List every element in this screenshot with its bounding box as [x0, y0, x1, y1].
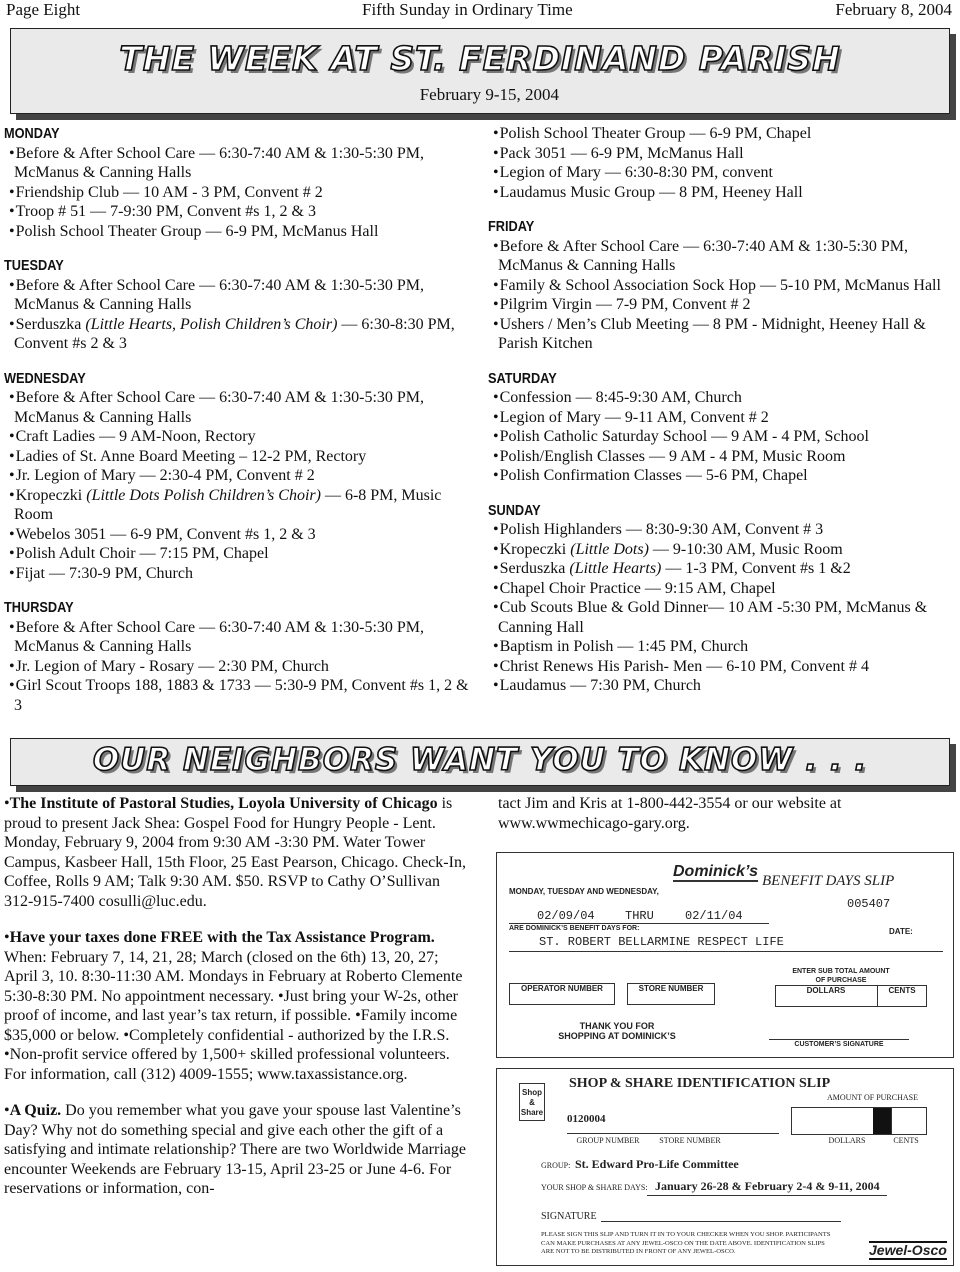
articles-column [4, 794, 472, 1216]
schedule-event [488, 408, 956, 428]
event-text: Ladies of St. Anne Board Meeting – 12-2 PM, Rectory [15, 447, 367, 465]
event-text: Craft Ladies — 9 AM-Noon, Rectory [15, 428, 256, 445]
bullet-icon: • [493, 560, 499, 577]
article [4, 928, 472, 1084]
event-text: — 6:30-8:30 PM, Convent #s 2 & 3 [14, 315, 455, 352]
day-heading: SATURDAY [488, 369, 557, 387]
bullet-icon: • [9, 389, 15, 406]
schedule-event [4, 544, 472, 564]
day-heading: TUESDAY [4, 257, 64, 274]
event-text: Legion of Mary — 9-11 AM, Convent # 2 [499, 408, 769, 426]
slip-number: 005407 [847, 897, 891, 911]
dollars-label: DOLLARS [806, 986, 846, 995]
schedule-event [4, 525, 472, 545]
neighbors-title: OUR NEIGHBORS WANT YOU TO KNOW . . . [92, 742, 868, 778]
event-text: Chapel Choir Practice — 9:15 AM, Chapel [499, 579, 776, 597]
group-number-value: 0120004 [567, 1113, 606, 1125]
date-to: 02/11/04 [685, 909, 743, 923]
week-dates: February 9-15, 2004 [419, 85, 559, 104]
schedule-event [488, 183, 956, 203]
schedule-event [488, 295, 956, 315]
bullet-icon: • [493, 276, 499, 294]
schedule-event [488, 124, 956, 144]
schedule-event [4, 183, 472, 203]
day-block [4, 256, 472, 354]
liturgical-occasion: Fifth Sunday in Ordinary Time [362, 0, 573, 19]
schedule-event [488, 559, 956, 579]
event-text: Before & After School Care — 6:30-7:40 AM & 1:30-5:30 PM, McManus & Canning Halls [14, 618, 425, 655]
days-label: MONDAY, TUESDAY AND WEDNESDAY, [509, 887, 659, 896]
operator-number-label: OPERATOR NUMBER [521, 984, 603, 993]
schedule-event [488, 598, 956, 637]
amount-of-purchase-label: AMOUNT OF PURCHASE [827, 1093, 918, 1102]
schedule-event [488, 276, 956, 296]
event-text: Before & After School Care — 6:30-7:40 AM & 1:30-5:30 PM, McManus & Canning Halls [14, 389, 425, 426]
bullet-icon: • [493, 315, 499, 333]
schedule-event [488, 579, 956, 599]
neighbors-banner [10, 738, 950, 786]
shop-share-days-label: YOUR SHOP & SHARE DAYS: [541, 1183, 648, 1192]
bullet-icon: • [493, 579, 499, 597]
bullet-icon: • [493, 657, 499, 675]
event-text: Legion of Mary — 6:30-8:30 PM, convent [499, 164, 773, 181]
event-text: Polish Confirmation Classes — 5-6 PM, Chapel [499, 467, 808, 484]
benefit-group: ST. ROBERT BELLARMINE RESPECT LIFE [539, 935, 784, 949]
article-body: is proud to present Jack Shea: Gospel Food for Hungry People - Lent. Monday, February 9, 2004 from 9:30 AM -3:30 PM. Water Tower Campus, Kasbeer Hall, 15th Floor, 25 East Pearson, Chicago. Check-In, Coffee, Rolls 9 AM; Talk 9:30 AM. $50. RSVP to Cathy O’Sullivan 312-915-7400 cosulli@luc.edu. [4, 795, 466, 910]
event-text: Baptism in Polish — 1:45 PM, Church [499, 638, 749, 655]
day-block [488, 369, 956, 486]
page-number: Page Eight [6, 0, 81, 19]
bullet-icon: • [9, 276, 15, 294]
schedule-event [488, 163, 956, 183]
shop-share-title: SHOP & SHARE IDENTIFICATION SLIP [569, 1076, 831, 1091]
bullet-icon: • [9, 203, 15, 220]
group-number-label: GROUP NUMBER [576, 1136, 640, 1145]
header-date: February 8, 2004 [835, 0, 952, 19]
schedule-event [4, 276, 472, 315]
schedule-event [4, 657, 472, 677]
schedule-event [488, 676, 956, 696]
event-text: Cub Scouts Blue & Gold Dinner— 10 AM -5:30 PM, McManus & Canning Hall [498, 599, 928, 636]
page-header [0, 0, 960, 22]
bullet-icon: • [9, 525, 15, 543]
subtotal-label: ENTER SUB TOTAL AMOUNT OF PURCHASE [792, 968, 890, 984]
bullet-icon: • [9, 467, 15, 484]
shop-share-days: January 26-28 & February 2-4 & 9-11, 2004 [655, 1179, 880, 1193]
dominicks-benefit-slip [496, 852, 954, 1058]
bullet-icon: • [9, 486, 15, 504]
event-text: Serduszka [499, 560, 570, 577]
day-block [4, 598, 472, 715]
bullet-icon: • [493, 677, 499, 694]
event-text: — 9-10:30 AM, Music Room [648, 540, 843, 558]
store-number-label: STORE NUMBER [638, 984, 704, 993]
shop-share-logo: Shop & Share [519, 1083, 545, 1121]
event-text: Christ Renews His Parish- Men — 6-10 PM, Convent # 4 [499, 657, 869, 675]
schedule-event [4, 447, 472, 467]
bullet-icon: • [493, 599, 499, 616]
schedule-event [4, 388, 472, 427]
event-text: Kropeczki [15, 486, 87, 504]
cents-label: CENTS [888, 986, 916, 995]
bullet-icon: • [9, 144, 15, 162]
event-text: Kropeczki [499, 540, 571, 558]
day-heading: WEDNESDAY [4, 369, 86, 387]
bullet-icon: • [4, 795, 10, 812]
date-from: 02/09/04 [537, 909, 595, 923]
date-thru: THRU [625, 909, 654, 923]
day-heading: SUNDAY [488, 501, 541, 519]
bullet-icon: • [493, 144, 499, 162]
article [4, 1101, 472, 1199]
bullet-icon: • [493, 183, 499, 201]
group-label: GROUP: [541, 1161, 571, 1170]
jewel-osco-logo: Jewel-Osco [869, 1242, 947, 1258]
schedule-event [488, 388, 956, 408]
date-label: DATE: [889, 927, 913, 936]
bullet-icon: • [9, 222, 15, 240]
benefit-slip-title: BENEFIT DAYS SLIP [762, 873, 895, 889]
week-title: THE WEEK AT ST. FERDINAND PARISH [119, 39, 841, 78]
schedule-event [488, 466, 956, 486]
event-text: Serduszka [15, 315, 86, 333]
bullet-icon: • [493, 428, 499, 445]
schedule-event [4, 564, 472, 584]
slip-instructions: PLEASE SIGN THIS SLIP AND TURN IT IN TO YOUR CHECKER WHEN YOU SHOP. PARTICIPANTS CAN MAKE PURCHASES AT ANY JEWEL-OSCO ON THE DATE ABOVE. IDENTIFICATION SLIPS ARE NOT TO BE DISTRIBUTED IN FRONT OF ANY JEWEL-OSCO. [541, 1231, 831, 1255]
bullet-icon: • [4, 929, 10, 946]
event-text: Girl Scout Troops 188, 1883 & 1733 — 5:30-9 PM, Convent #s 1, 2 & 3 [14, 677, 469, 714]
customer-signature-label: CUSTOMER’S SIGNATURE [794, 1041, 884, 1048]
bullet-icon: • [493, 408, 499, 426]
bullet-icon: • [9, 677, 15, 694]
bullet-icon: • [9, 618, 15, 636]
article-heading: Have your taxes done FREE with the Tax Assistance Program. [9, 929, 435, 946]
signature-label: SIGNATURE [541, 1211, 597, 1222]
schedule-event [488, 144, 956, 164]
article-continuation: tact Jim and Kris at 1-800-442-3554 or our website at www.wwmechicago-gary.org. [498, 795, 842, 832]
day-heading: THURSDAY [4, 599, 74, 616]
jewel-shop-share-slip [496, 1068, 954, 1266]
event-text: Confession — 8:45-9:30 AM, Church [499, 389, 742, 406]
day-block [4, 369, 472, 584]
schedule-event [4, 202, 472, 222]
jewel-group-name: St. Edward Pro-Life Committee [575, 1157, 739, 1171]
article-body: When: February 7, 14, 21, 28; March (closed on the 6th) 13, 20, 27; April 3, 10. 8:30-11:30 AM. Mondays in February at Roberto Clemente 5:30-8:30 PM. No appointment necessary. •Just bring your W-2s, other proof of income, and last year’s tax return, if possible. •Family income $35,000 or below. •Completely confidential - authorized by the I.R.S. •Non-profit service offered by 1,500+ skilled professional volunteers. For information, call (312) 4009-1555; www.taxassistance.org. [4, 948, 463, 1083]
event-note: (Little Dots Polish Children’s Choir) [86, 486, 321, 504]
event-text: Polish Highlanders — 8:30-9:30 AM, Convent # 3 [499, 521, 824, 538]
schedule-event [488, 540, 956, 560]
event-text: — 1-3 PM, Convent #s 1 &2 [661, 560, 851, 577]
event-text: Polish Catholic Saturday School — 9 AM - 4 PM, School [499, 428, 869, 445]
schedule-event [488, 657, 956, 677]
schedule-event [488, 520, 956, 540]
day-block [488, 501, 956, 696]
event-text: Polish Adult Choir — 7:15 PM, Chapel [15, 545, 269, 562]
event-text: Polish School Theater Group — 6-9 PM, McManus Hall [15, 222, 379, 240]
event-text: Pack 3051 — 6-9 PM, McManus Hall [499, 144, 744, 162]
bullet-icon: • [493, 389, 499, 406]
jewel-store-number-label: STORE NUMBER [659, 1136, 721, 1145]
bullet-icon: • [493, 296, 499, 313]
day-block [488, 124, 956, 202]
article-body: Do you remember what you gave your spouse last Valentine’s Day? Why not do something special and give each other the gift of a satisfying and intimate relationship? There are two Worldwide Marriage encounter Weekends are February 13-15, April 23-25 or June 4-6. For reservations or information, con- [4, 1102, 466, 1197]
schedule-event [4, 144, 472, 183]
schedule-event [488, 637, 956, 657]
jewel-cents-label: CENTS [893, 1136, 919, 1145]
event-text: Webelos 3051 — 6-9 PM, Convent #s 1, 2 & 3 [15, 525, 316, 543]
bullet-icon: • [493, 447, 499, 465]
event-text: Family & School Association Sock Hop — 5-10 PM, McManus Hall [499, 276, 941, 294]
event-text: Laudamus Music Group — 8 PM, Heeney Hall [499, 183, 803, 201]
bullet-icon: • [9, 428, 15, 445]
schedule-event [4, 222, 472, 242]
schedule-event [4, 466, 472, 486]
schedule-event [488, 447, 956, 467]
day-heading: FRIDAY [488, 218, 535, 235]
event-text: Jr. Legion of Mary — 2:30-4 PM, Convent # 2 [15, 467, 315, 484]
schedule-event [4, 427, 472, 447]
event-text: Polish/English Classes — 9 AM - 4 PM, Music Room [499, 447, 846, 465]
thank-you-text: THANK YOU FOR SHOPPING AT DOMINICK’S [558, 1021, 676, 1041]
bullet-icon: • [9, 545, 15, 562]
event-text: Pilgrim Virgin — 7-9 PM, Convent # 2 [499, 296, 751, 313]
event-text: Before & After School Care — 6:30-7:40 AM & 1:30-5:30 PM, McManus & Canning Halls [14, 144, 425, 181]
dominicks-logo: Dominick’s [673, 863, 759, 880]
day-block [4, 124, 472, 241]
event-text: Laudamus — 7:30 PM, Church [499, 677, 701, 694]
event-text: Polish School Theater Group — 6-9 PM, Chapel [499, 125, 812, 142]
schedule-event [4, 315, 472, 354]
event-text: Jr. Legion of Mary - Rosary — 2:30 PM, Church [15, 657, 329, 675]
article-heading: A Quiz. [9, 1102, 62, 1119]
schedule-event [4, 676, 472, 715]
benefit-days-label: ARE DOMINICK’S BENEFIT DAYS FOR: [509, 925, 640, 932]
article-heading: The Institute of Pastoral Studies, Loyola University of Chicago [9, 795, 438, 812]
week-banner [10, 28, 950, 114]
event-note: (Little Hearts) [569, 560, 662, 577]
schedule-event [4, 618, 472, 657]
event-text: Before & After School Care — 6:30-7:40 AM & 1:30-5:30 PM, McManus & Canning Halls [498, 237, 909, 274]
bullet-icon: • [493, 638, 499, 655]
schedule-event [488, 237, 956, 276]
event-note: (Little Hearts, Polish Children’s Choir) [85, 315, 338, 333]
day-block [488, 217, 956, 354]
event-text: Troop # 51 — 7-9:30 PM, Convent #s 1, 2 & 3 [15, 203, 316, 220]
schedule-left-column [4, 124, 472, 715]
article [4, 794, 472, 911]
bullet-icon: • [9, 564, 15, 582]
schedule-event [4, 486, 472, 525]
bullet-icon: • [9, 315, 15, 333]
event-text: — 6-8 PM, Music Room [14, 486, 442, 523]
day-heading: MONDAY [4, 125, 60, 142]
bullet-icon: • [493, 164, 499, 181]
bullet-icon: • [493, 540, 499, 558]
schedule-event [488, 427, 956, 447]
jewel-dollars-label: DOLLARS [828, 1136, 866, 1145]
bullet-icon: • [493, 467, 499, 484]
bullet-icon: • [4, 1102, 10, 1119]
event-text: Fijat — 7:30-9 PM, Church [15, 564, 193, 582]
bullet-icon: • [9, 447, 15, 465]
schedule-event [488, 315, 956, 354]
event-note: (Little Dots) [570, 540, 649, 558]
bullet-icon: • [9, 183, 15, 201]
event-text: Friendship Club — 10 AM - 3 PM, Convent # 2 [15, 183, 323, 201]
bullet-icon: • [493, 125, 499, 142]
bullet-icon: • [9, 657, 15, 675]
bullet-icon: • [493, 237, 499, 255]
event-text: Ushers / Men’s Club Meeting — 8 PM - Midnight, Heeney Hall & Parish Kitchen [498, 315, 926, 352]
event-text: Before & After School Care — 6:30-7:40 AM & 1:30-5:30 PM, McManus & Canning Halls [14, 276, 425, 313]
bullet-icon: • [493, 521, 499, 538]
schedule-right-column [488, 124, 956, 696]
